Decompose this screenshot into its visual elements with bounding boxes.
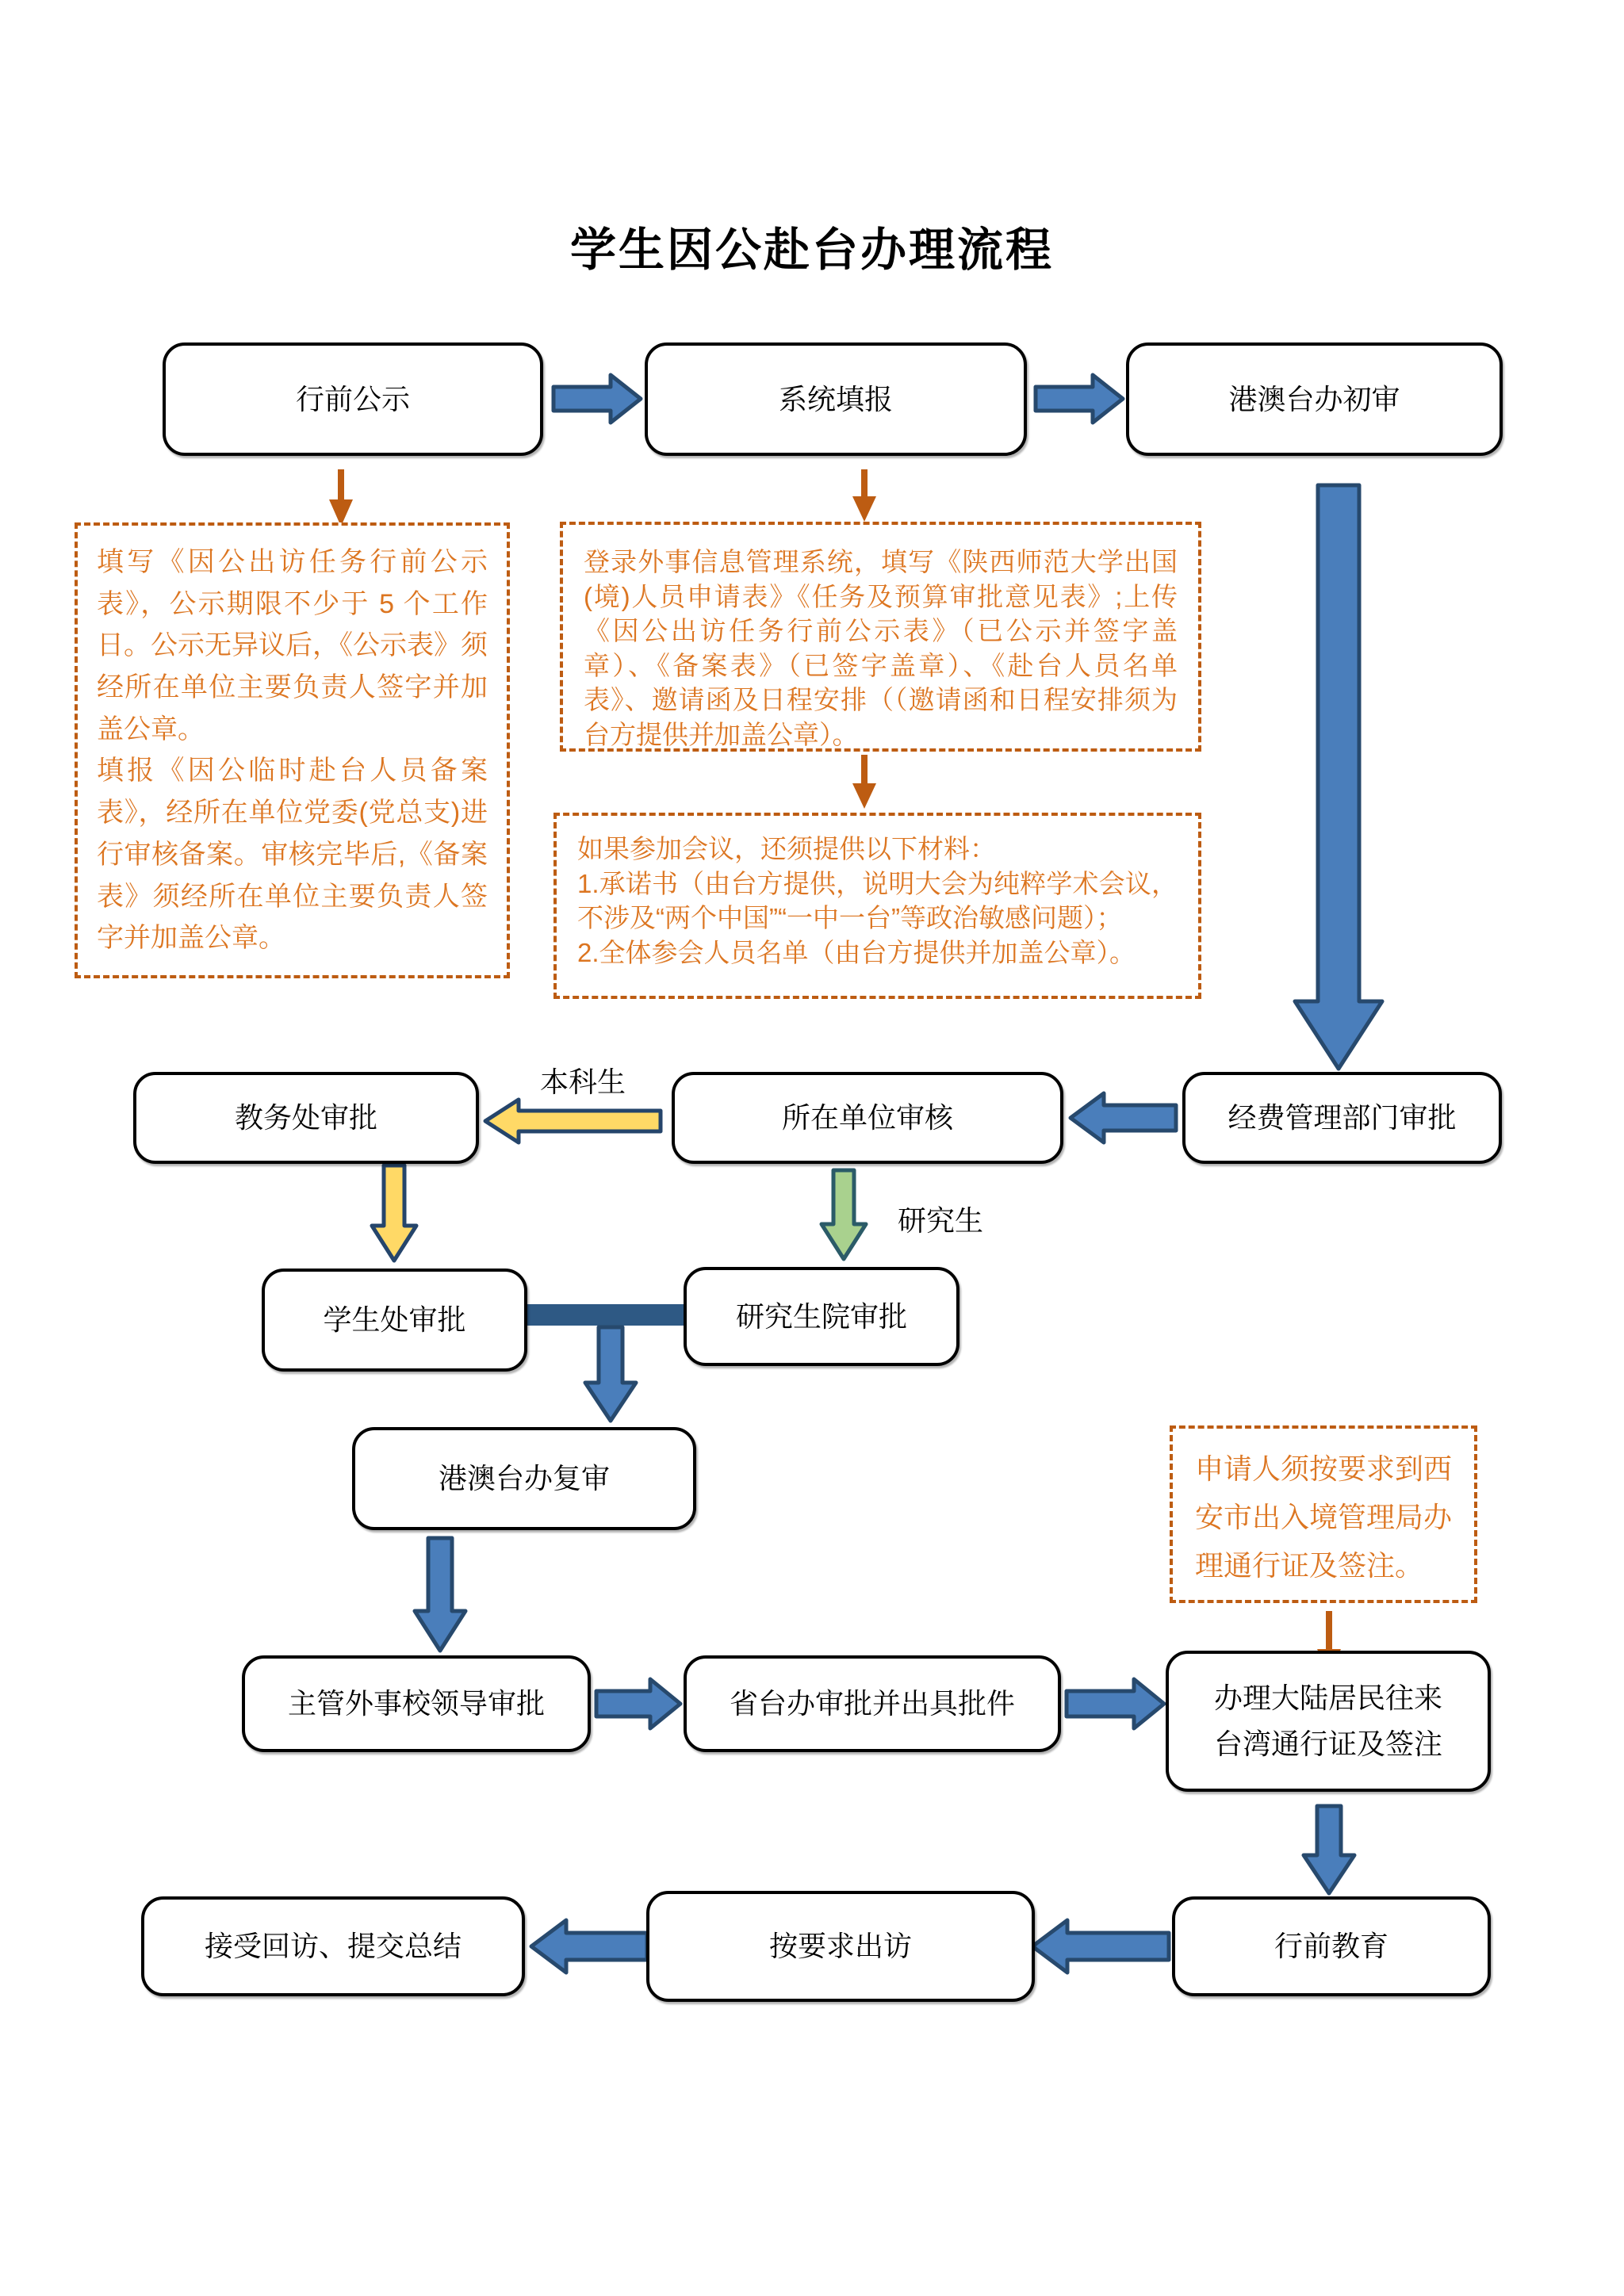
arrow-chushen-to-jingfei — [1295, 485, 1382, 1069]
edge-label-yanjiusheng: 研究生 — [897, 1204, 983, 1237]
arrow-zhuguan-to-shengtaiban — [596, 1679, 680, 1728]
node-xueshengchu-shenpi: 学生处审批 — [262, 1269, 527, 1372]
arrow-fushen-to-zhuguan — [415, 1538, 465, 1651]
arrow-danwei-to-yanjiushengyuan — [822, 1170, 866, 1259]
arrow-shengtaiban-to-banli — [1067, 1679, 1164, 1728]
node-xingqian-gongshi: 行前公示 — [163, 342, 543, 456]
node-shengtaiban-shenpi: 省台办审批并出具批件 — [684, 1655, 1061, 1752]
node-zhuguan-waishi-shenpi: 主管外事校领导审批 — [242, 1655, 591, 1752]
note-chujing-paragraph: 申请人须按要求到西安市出入境管理局办理通行证及签注。 — [1195, 1452, 1453, 1582]
note-xitong-paragraph: 登录外事信息管理系统，填写《陕西师范大学出国(境)人员申请表》《任务及预算审批意见表》;上传《因公出访任务行前公示表》（已公示并签字盖章）、《备案表》（已签字盖章）、《赴台人员名单表》、邀请函及日程安排（（邀请函和日程安排须为台方提供并加盖公章）。 — [584, 547, 1178, 749]
arrow-danwei-to-jiaowuchu-benkesheng — [485, 1100, 661, 1142]
arrow-gongshi-to-xitong — [553, 375, 641, 423]
merge-bar — [525, 1304, 685, 1326]
note-huiyi-cailiao — [553, 813, 1201, 999]
arrow-jiaoyu-to-chufang — [1032, 1920, 1169, 1973]
arrow-gongshi-to-note — [329, 469, 353, 526]
arrow-jiaowuchu-to-xueshengchu — [372, 1165, 416, 1261]
note-huiyi-line-1: 如果参加会议，还须提供以下材料： — [577, 834, 996, 863]
arrow-xitong-to-note — [852, 469, 876, 522]
node-jingfei-guanli-shenpi: 经费管理部门审批 — [1182, 1072, 1502, 1164]
note-huiyi-line-3: 2.全体参会人员名单（由台方提供并加盖公章）。 — [577, 937, 1136, 967]
note-gongshi — [75, 522, 510, 978]
node-an-yaoqiu-chufang: 按要求出访 — [646, 1891, 1035, 2002]
node-xitong-tianbao: 系统填报 — [645, 342, 1027, 456]
note-xitong-tianbao — [560, 522, 1201, 752]
arrow-chufang-to-huifang — [531, 1920, 647, 1973]
node-suozai-danwei-shenhe: 所在单位审核 — [672, 1072, 1063, 1164]
note-gongshi-paragraph-1: 填写《因公出访任务行前公示表》，公示期限不少于 5 个工作日。公示无异议后，《公示表》须经所在单位主要负责人签字并加盖公章。 — [97, 547, 488, 744]
node-gangaotaiban-fushen: 港澳台办复审 — [352, 1427, 696, 1530]
note-chujing-banzheng — [1170, 1425, 1477, 1603]
arrow-merge-to-fushen — [585, 1327, 636, 1421]
arrow-xitong-to-chushen — [1036, 375, 1123, 423]
node-xingqian-jiaoyu: 行前教育 — [1172, 1896, 1491, 1996]
arrow-jingfei-to-danwei — [1071, 1093, 1176, 1142]
arrow-banli-to-jiaoyu — [1304, 1806, 1354, 1893]
node-banli-tongxingzheng: 办理大陆居民往来台湾通行证及签注 — [1166, 1651, 1491, 1792]
node-gangaotaiban-chushen: 港澳台办初审 — [1126, 342, 1503, 456]
node-jieshou-huifang: 接受回访、提交总结 — [141, 1896, 525, 1996]
node-yanjiushengyuan-shenpi: 研究生院审批 — [684, 1267, 959, 1366]
page-title: 学生因公赴台办理流程 — [569, 224, 1054, 276]
arrow-note-to-huiyi-note — [852, 755, 876, 809]
note-huiyi-line-2: 1.承诺书（由台方提供，说明大会为纯粹学术会议，不涉及“两个中国”“一中一台”等政治敏感问题）； — [577, 868, 1178, 933]
note-gongshi-paragraph-2: 填报《因公临时赴台人员备案表》，经所在单位党委(党总支)进行审核备案。审核完毕后,《备案表》须经所在单位主要负责人签字并加盖公章。 — [97, 756, 488, 954]
edge-label-benkesheng: 本科生 — [539, 1066, 626, 1098]
node-jiaowuchu-shenpi: 教务处审批 — [133, 1072, 479, 1164]
